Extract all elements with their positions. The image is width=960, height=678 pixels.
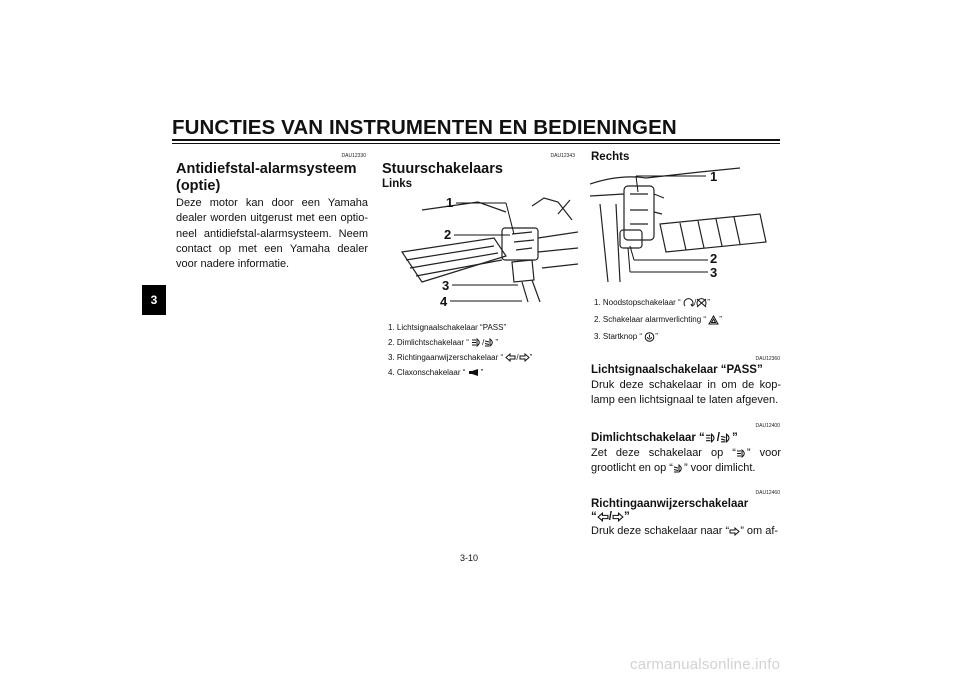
high-beam-icon xyxy=(705,433,717,443)
caption-item: 1. Noodstopschakelaar “ / ” xyxy=(594,298,710,307)
engine-run-icon xyxy=(683,298,694,308)
section-title: Lichtsignaalschakelaar “PASS” xyxy=(591,364,763,376)
section-subtitle: Rechts xyxy=(591,151,630,163)
section-code: DAU12460 xyxy=(755,490,780,496)
section-code: DAU12330 xyxy=(341,153,366,159)
figure-number: 1 xyxy=(710,169,718,184)
figure-number: 3 xyxy=(442,278,450,293)
section-code: DAU12360 xyxy=(755,356,780,362)
figure-number: 2 xyxy=(444,227,452,242)
figure-number: 3 xyxy=(710,265,718,280)
horn-icon xyxy=(468,368,481,377)
section-title: Antidiefstal-alarmsysteem (optie) xyxy=(176,161,357,194)
low-beam-icon xyxy=(484,338,495,347)
section-body: Druk deze schakelaar in om de kop-lamp een lichtsignaal te laten afgeven. xyxy=(591,379,781,407)
left-handlebar-illustration xyxy=(382,190,578,308)
caption-item: 1. Lichtsignaalschakelaar “PASS” xyxy=(388,323,507,332)
figure-number: 4 xyxy=(440,294,448,309)
turn-right-icon xyxy=(612,512,624,522)
high-beam-icon xyxy=(471,338,482,347)
figure-number: 1 xyxy=(446,195,454,210)
caption-item: 2. Schakelaar alarmverlichting “ ” xyxy=(594,315,722,324)
turn-right-icon xyxy=(729,527,740,536)
section-body: Deze motor kan door een Yamaha dealer worden uitgerust met een optio-neel antidiefstal-alarmsysteem. Neem contact op met een Yamaha dealer voor nadere informatie. xyxy=(176,197,368,271)
section-title: Stuurschakelaars xyxy=(382,161,503,177)
caption-item: 4. Claxonschakelaar “ ” xyxy=(388,368,484,377)
engine-stop-icon xyxy=(696,298,707,308)
section-title: Dimlichtschakelaar “ / ” xyxy=(591,432,738,444)
caption-list xyxy=(594,294,722,345)
caption-item: 3. Startknop “ ” xyxy=(594,332,658,341)
hazard-icon xyxy=(708,315,719,325)
figure-number: 2 xyxy=(710,251,718,266)
watermark: carmanualsonline.info xyxy=(630,656,781,673)
header-rule xyxy=(172,139,780,141)
caption-item: 2. Dimlichtschakelaar “ / ” xyxy=(388,338,499,347)
turn-left-icon xyxy=(597,512,609,522)
caption-item: 3. Richtingaanwijzerschakelaar “ / ” xyxy=(388,353,533,362)
chapter-tab: 3 xyxy=(142,285,166,315)
right-handlebar-illustration xyxy=(590,164,780,282)
section-body: Druk deze schakelaar naar “ ” om af- xyxy=(591,525,779,537)
high-beam-icon xyxy=(736,449,747,458)
section-body: Zet deze schakelaar op “ ” voor grootlicht en op “ ” voor dimlicht. xyxy=(591,447,781,475)
low-beam-icon xyxy=(673,464,684,473)
low-beam-icon xyxy=(720,433,732,443)
page-header-title: FUNCTIES VAN INSTRUMENTEN EN BEDIENINGEN xyxy=(172,116,677,139)
start-icon xyxy=(644,332,655,342)
caption-list xyxy=(388,320,532,380)
section-title: Richtingaanwijzerschakelaar “ / ” xyxy=(591,498,749,523)
turn-left-icon xyxy=(505,353,516,362)
turn-right-icon xyxy=(519,353,530,362)
section-code: DAU12343 xyxy=(550,153,575,159)
header-rule-thin xyxy=(172,143,780,144)
page-number: 3-10 xyxy=(460,553,479,563)
section-code: DAU12400 xyxy=(755,423,780,429)
section-subtitle: Links xyxy=(382,178,413,190)
